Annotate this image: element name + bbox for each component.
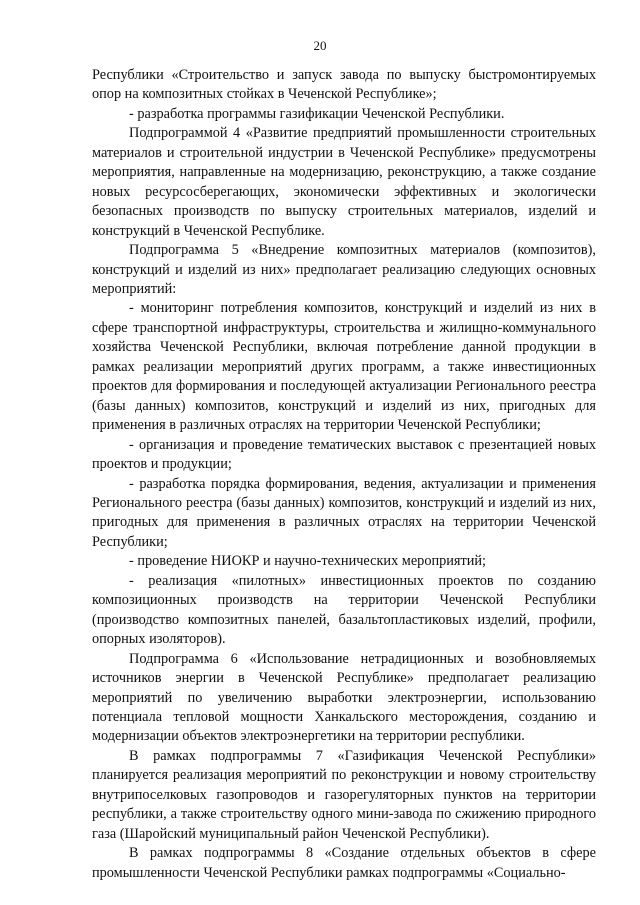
paragraph: - реализация «пилотных» инвестиционных проектов по созданию композиционных производств на территории Чеченской Республики (производство композитных панелей, базальтопластиковых изделий, профили, опорных изоляторов). [92, 572, 596, 648]
paragraph: - проведение НИОКР и научно-технических мероприятий; [129, 553, 487, 570]
paragraph: - разработка порядка формирования, ведения, актуализации и применения Регионального реестра (базы данных) композитов, конструкций и изделий из них, пригодных для применения в различных отраслях на территории Чеченской Республики; [92, 475, 596, 550]
paragraph: В рамках подпрограммы 7 «Газификация Чеченской Республики» планируется реализация мероприятий по реконструкции и новому строительству внутрипоселковых газопроводов и газорегуляторных пунктов на территории республики, а также строительству одного мини-завода по сжижению природного газа (Шаройский муниципальный район Чеченской Республики). [92, 747, 596, 842]
page-number: 20 [313, 38, 327, 53]
paragraph: - разработка программы газификации Чеченской Республики. [129, 105, 505, 122]
paragraph: Республики «Строительство и запуск завода по выпуску быстромонтируемых опор на композитных стойках в Чеченской Республике»; [92, 67, 596, 103]
paragraph: - мониторинг потребления композитов, конструкций и изделий из них в сфере транспортной инфраструктуры, строительства и жилищно-коммунального хозяйства Чеченской Республики, включая потребление данной продукции в рамках реализации мероприятий других программ, а также инвестиционных проектов для формирования и последующей актуализации Регионального реестра (базы данных) композитов, конструкций и изделий из них, пригодных для применения в различных отраслях на территории Чеченской Республики; [92, 300, 596, 434]
paragraph: Подпрограмма 6 «Использование нетрадиционных и возобновляемых источников энергии в Чеченской Республике» предполагает реализацию мероприятий по увеличению выработки электроэнергии, использованию потенциала тепловой мощности Ханкальского месторождения, созданию и модернизации объектов электроэнергетики на территории республики. [92, 650, 596, 745]
paragraph: - организация и проведение тематических выставок с презентацией новых проектов и продукции; [92, 436, 596, 473]
paragraph: В рамках подпрограммы 8 «Создание отдельных объектов в сфере промышленности Чеченской Республики рамках подпрограммы «Социально- [92, 845, 596, 881]
paragraph: Подпрограмма 5 «Внедрение композитных материалов (композитов), конструкций и изделий из них» предполагает реализацию следующих основных мероприятий: [92, 242, 596, 297]
body-text [92, 66, 596, 883]
paragraph: Подпрограммой 4 «Развитие предприятий промышленности строительных материалов и строительной индустрии в Чеченской Республике» предусмотрены мероприятия, направленные на модернизацию, реконструкцию, а также создание новых ресурсосберегающих, экономически эффективных и экологически безопасных производств по выпуску строительных материалов, изделий и конструкций в Чеченской Республике. [92, 125, 596, 239]
